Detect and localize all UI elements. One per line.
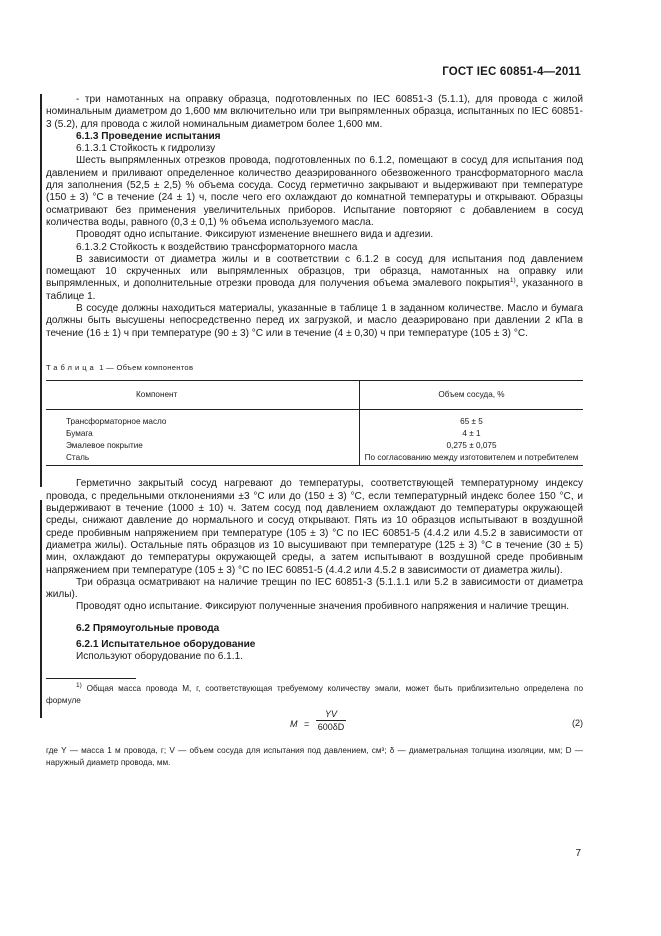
paragraph-one-test: Проводят одно испытание. Фиксируют изменение внешнего вида и адгезии. [76,229,434,241]
footnote-body: Общая масса провода М, г, соответствующая требуемому количеству эмали, может быть приблизительно определена по формуле [46,683,583,705]
formula-fraction [316,709,346,733]
table-caption [46,362,583,374]
paragraph-oil-text-end: , указанного в таблице 1. [46,278,583,302]
table-row [46,410,583,428]
paragraph-breakdown: Проводят одно испытание. Фиксируют полученные значения пробивного напряжения и наличие трещин. [76,601,570,613]
table-caption-word: Таблица [46,362,97,372]
table-cell: Бумага [46,428,360,440]
table-header-volume: Объем сосуда, % [360,381,584,410]
formula-lhs: М [290,718,298,729]
page-number: 7 [575,848,581,859]
table-cell: 65 ± 5 [460,417,483,427]
components-table [46,380,583,466]
formula-numerator: YV [316,709,346,721]
section-6-2-heading: 6.2 Прямоугольные провода [76,622,220,634]
change-bar-bottom [40,500,42,718]
footnote-text [46,683,583,707]
change-bar-top [40,94,42,487]
formula-number: (2) [572,717,583,728]
footnote-mark: 1) [76,681,82,689]
section-6-1-3-2-title: 6.1.3.2 Стойкость к воздействию трансформаторного масла [76,241,358,253]
section-6-2-1-heading: 6.2.1 Испытательное оборудование [76,638,256,650]
formula [46,709,583,741]
paragraph-oil-text: В зависимости от диаметра жилы и в соответствии с 6.1.2 в сосуд для испытания под давлением помещают 10 скрученных или выпрямленных образцов, три образца, намотанных на оправку или выпрямленных, и дополнительные отрезки провода для получения объема эмалевого покрытия [46,253,583,290]
section-6-1-3-heading: 6.1.3 Проведение испытания [76,130,221,142]
paragraph-vessel-materials: В сосуде должны находиться материалы, указанные в таблице 1 в заданном количестве. Масло и бумага должны быть высушены непосредственно перед их загрузкой, и масло деаэрировано при давлении 2 кПа в течение (16 ± 1) ч при температуре (90 ± 3) °С или в течение (4 ± 0,30) ч при температуре (105 ± 3) °С. [46,303,583,339]
table-cell: Эмалевое покрытие [46,440,360,452]
formula-equals: = [304,718,310,729]
intro-bullet: - три намотанных на оправку образца, подготовленных по IEC 60851-3 (5.1.1), для провода с жилой номинальным диаметром до 1,600 мм включительно или три выпрямленных образца, испытанных по IEC 60851-3 (5.2), для провода с жилой номинальным диаметром более 1,600 мм. [46,94,583,130]
paragraph-equipment: Используют оборудование по 6.1.1. [76,651,243,663]
table-caption-text: 1 — Объем компонентов [99,362,194,372]
formula-denominator: 600δD [317,721,345,732]
table-cell: Трансформаторное масло [46,410,360,428]
formula-legend: где Y — масса 1 м провода, г; V — объем сосуда для испытания под давлением, см³; δ — диаметральная толщина изоляции, мм; D — наружный диаметр провода, мм. [46,745,583,767]
document-body [46,94,583,769]
table-row [46,452,583,466]
section-6-1-3-1-title: 6.1.3.1 Стойкость к гидролизу [76,143,216,155]
table-row [46,428,583,440]
paragraph-oil-resistance [46,254,583,303]
table-header-component: Компонент [46,381,360,410]
paragraph-hydrolysis: Шесть выпрямленных отрезков провода, подготовленных по 6.1.2, помещают в сосуд для испытания под давлением и приливают определенное количество деаэрированного обезвоженного трансформаторного масла для заполнения (52,5 ± 2,5) % объема сосуда. Сосуд герметично закрывают и выдерживают при температуре (150 ± 3) °С в течение (24 ± 1) ч, после чего его охлаждают до комнатной температуры и открывают. Образцы осматривают без применения увеличительных приборов. Испытание повторяют с добавлением в сосуд количества воды, равного (0,3 ± 0,1) % объема используемого масла. [46,155,583,228]
footnote-ref: 1) [509,277,516,285]
paragraph-heating: Герметично закрытый сосуд нагревают до температуры, соответствующей температурному индексу провода, с предельными отклонениями ±3 °С или до (150 ± 3) °С, если температурный индекс более 150 °С, и выдерживают в течение (1000 ± 10) ч. Затем сосуд под давлением охлаждают до температуры окружающей среды, снижают давление до нормального и сосуд открывают. Пять из 10 образцов испытывают в воздушной среде пробивным напряжением при температуре (105 ± 3) °С по IEC 60851-5 (4.4.2 или 4.5.2 в зависимости от диаметра жилы). Остальные пять образцов из 10 высушивают при температуре (125 ± 3) °С в течение (30 ± 5) мин, охлаждают до температуры окружающей среды, а затем испытывают в воздушной среде пробивным напряжением при температуре (105 ± 3) °С по IEC 60851-5 (4.4.2 или 4.5.2 в зависимости от диаметра жилы). [46,478,583,576]
table-row [46,440,583,452]
table-cell: Сталь [46,452,360,466]
footnote-separator [46,678,136,679]
paragraph-crack-inspection: Три образца осматривают на наличие трещин по IEC 60851-3 (5.1.1.1 или 5.2 в зависимости от диаметра жилы). [46,576,583,601]
table-cell: 4 ± 1 [462,429,481,439]
table-cell: По согласованию между изготовителем и потребителем [360,452,584,466]
document-header: ГОСТ IEC 60851-4—2011 [442,66,581,78]
table-cell: 0,275 ± 0,075 [446,440,497,450]
